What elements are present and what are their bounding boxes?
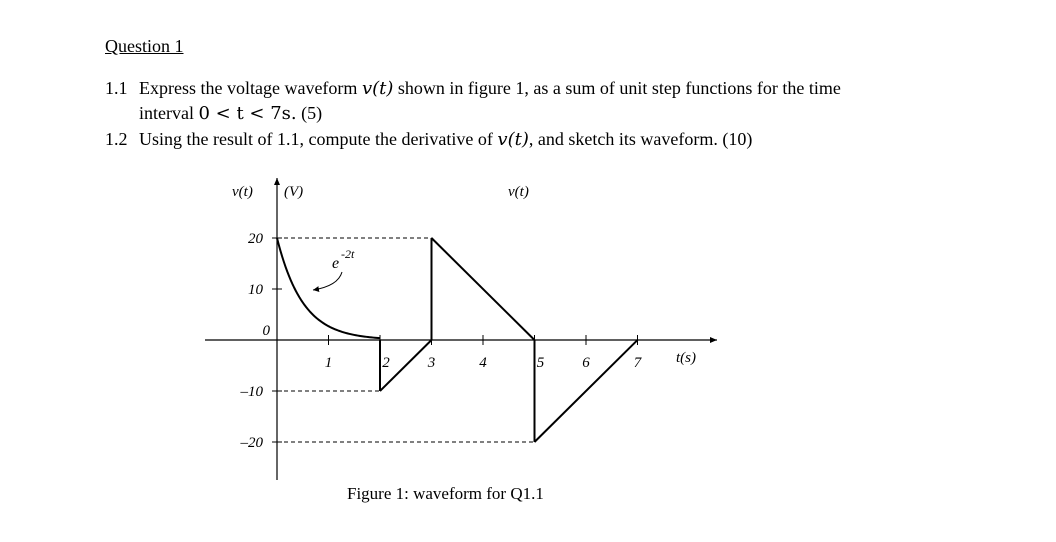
y-axis-label: v(t)	[232, 184, 253, 200]
x-tick-label: 1	[324, 355, 333, 371]
question-1-2-function: v(t)	[497, 129, 529, 150]
waveform-segment-4	[432, 238, 535, 340]
x-tick-label: 4	[479, 355, 487, 371]
x-tick-label: 5	[536, 355, 545, 371]
question-1-1-interval: 0 < t < 7s.	[198, 103, 297, 124]
axes	[205, 178, 717, 480]
x-tick-label: 3	[427, 355, 436, 371]
annotation-arrow	[313, 272, 342, 290]
x-tick-label: 6	[582, 355, 590, 371]
waveform-segment-0	[277, 238, 380, 338]
y-axis-unit: (V)	[284, 184, 304, 200]
chart-title: v(t)	[508, 184, 529, 200]
y-tick-label: 20	[248, 231, 263, 247]
question-1-2-number: 1.2	[105, 129, 128, 149]
question-1-2-text-a: Using the result of 1.1, compute the derivative of	[139, 129, 498, 149]
y-tick-label: –20	[240, 435, 263, 451]
x-tick-label: 7	[633, 355, 642, 371]
question-1-2-text-b: , and sketch its waveform. (10)	[528, 129, 753, 149]
question-heading: Question 1	[105, 36, 184, 56]
x-axis-label: t(s)	[676, 350, 696, 366]
y-tick-label: 10	[248, 282, 263, 298]
question-1-1-marks: (5)	[296, 103, 323, 123]
y-tick-label: –10	[240, 384, 263, 400]
exponential-annotation	[313, 247, 355, 290]
axis-ticks	[240, 231, 643, 451]
x-tick-label: 2	[382, 355, 390, 371]
question-1-1-interval-label: interval	[139, 103, 199, 123]
annotation-exponent: -2t	[341, 247, 355, 261]
question-1-1-number: 1.1	[105, 78, 128, 98]
question-1-1-text-a: Express the voltage waveform	[139, 78, 362, 98]
question-1-1-function: v(t)	[361, 78, 394, 99]
question-1-1-text-b: shown in figure 1, as a sum of unit step functions for the time	[393, 78, 841, 98]
figure-caption: Figure 1: waveform for Q1.1	[347, 484, 544, 503]
y-tick-label: 0	[262, 323, 270, 339]
annotation-base: e	[332, 255, 340, 272]
